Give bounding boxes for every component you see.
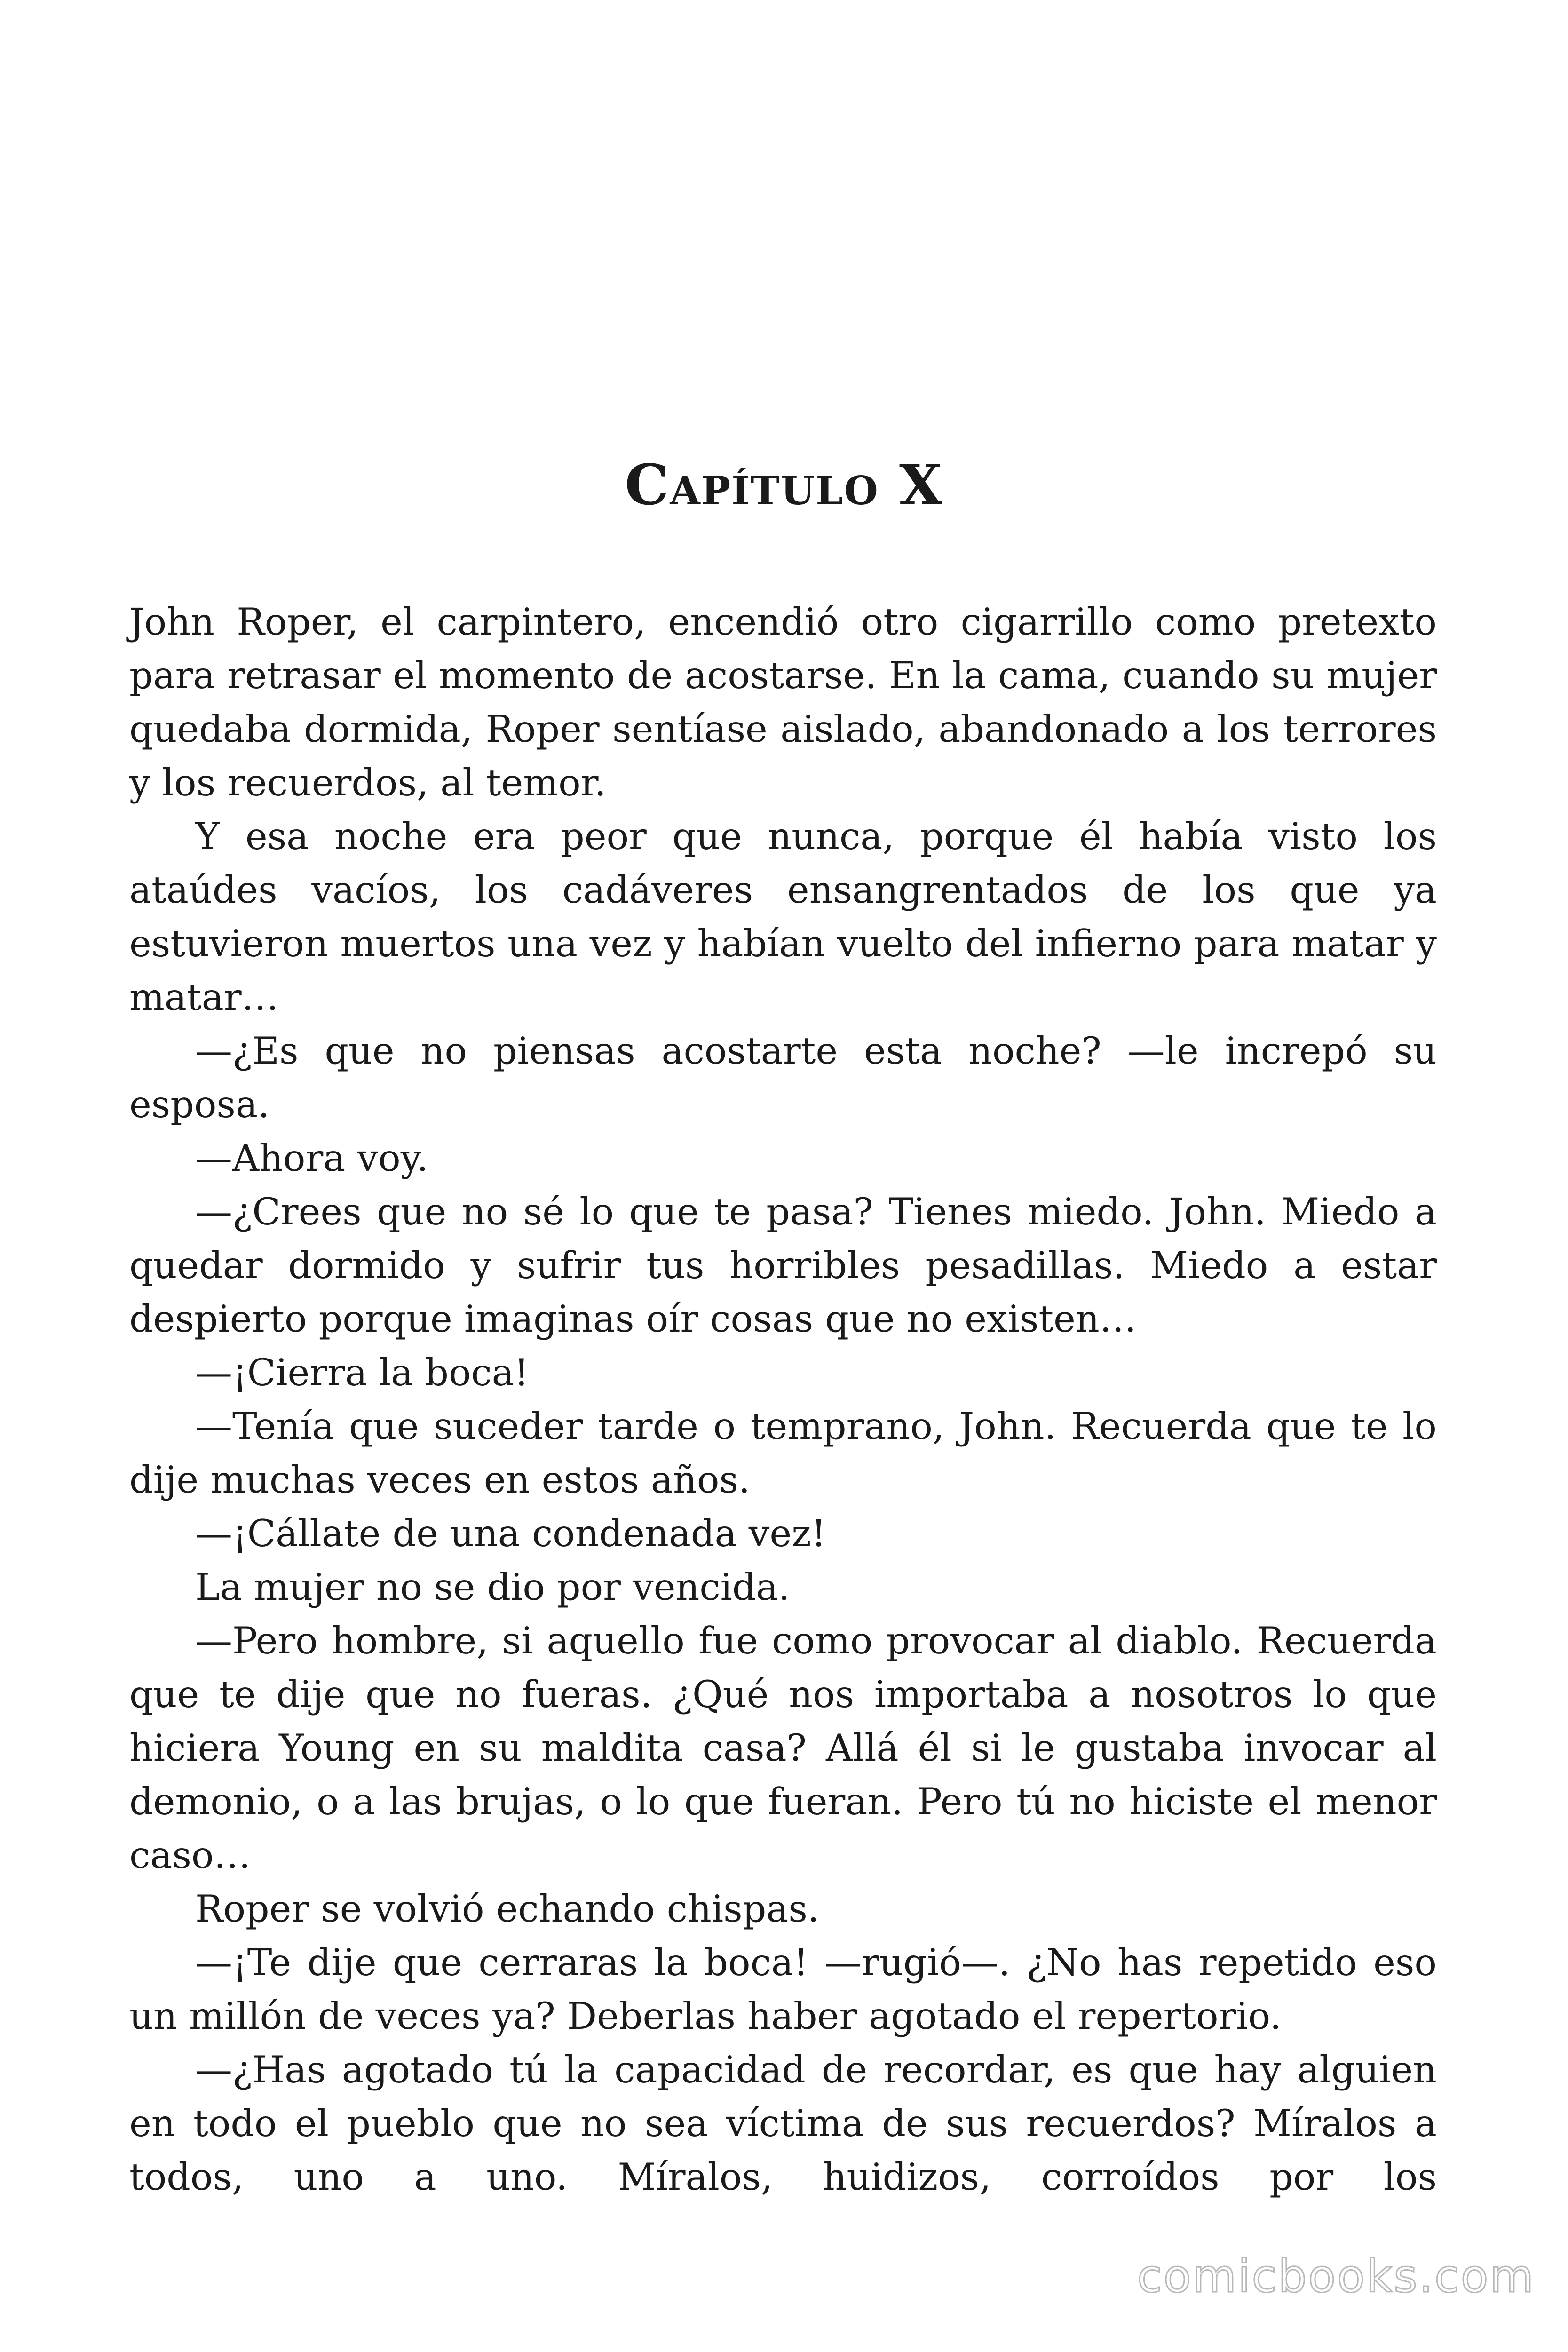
paragraph: —¿Has agotado tú la capacidad de recordar, es que hay alguien en todo el pueblo que no sea víctima de sus recuerdos? Míralos a todos, uno a uno. Míralos, huidizos, corroídos por los (129, 2048, 1437, 2199)
paragraph: Roper se volvió echando chispas. (195, 1887, 820, 1931)
paragraph: —¿Es que no piensas acostarte esta noche? —le increpó su esposa. (129, 1029, 1437, 1126)
paragraph: —Ahora voy. (195, 1136, 428, 1180)
paragraph: La mujer no se dio por vencida. (195, 1565, 790, 1609)
chapter-title: Capítulo X (625, 452, 943, 517)
paragraph: —Pero hombre, si aquello fue como provocar al diablo. Recuerda que te dije que no fueras. ¿Qué nos importaba a nosotros lo que hiciera Young en su maldita casa? Allá él si le gustaba invocar al demonio, o a las brujas, o lo que fueran. Pero tú no hiciste el menor caso… (129, 1619, 1437, 1877)
paragraph: John Roper, el carpintero, encendió otro cigarrillo como pretexto para retrasar el momento de acostarse. En la cama, cuando su mujer quedaba dormida, Roper sentíase aislado, abandonado a los terrores y los recuerdos, al temor. (129, 600, 1437, 804)
paragraph: —¡Cállate de una condenada vez! (195, 1512, 826, 1555)
chapter-body (129, 595, 1437, 2204)
paragraph: —¡Cierra la boca! (195, 1351, 529, 1394)
paragraph: —Tenía que suceder tarde o temprano, John. Recuerda que te lo dije muchas veces en estos años. (129, 1405, 1437, 1502)
paragraph: —¡Te dije que cerraras la boca! —rugió—. ¿No has repetido eso un millón de veces ya? Deberlas haber agotado el repertorio. (129, 1941, 1437, 2038)
watermark: comicbooks.com (1137, 2250, 1535, 2303)
paragraph: —¿Crees que no sé lo que te pasa? Tienes miedo. John. Miedo a quedar dormido y sufrir tus horribles pesadillas. Miedo a estar despierto porque imaginas oír cosas que no existen… (129, 1190, 1437, 1341)
paragraph: Y esa noche era peor que nunca, porque él había visto los ataúdes vacíos, los cadáveres ensangrentados de los que ya estuvieron muertos una vez y habían vuelto del infierno para matar y matar… (129, 815, 1437, 1019)
